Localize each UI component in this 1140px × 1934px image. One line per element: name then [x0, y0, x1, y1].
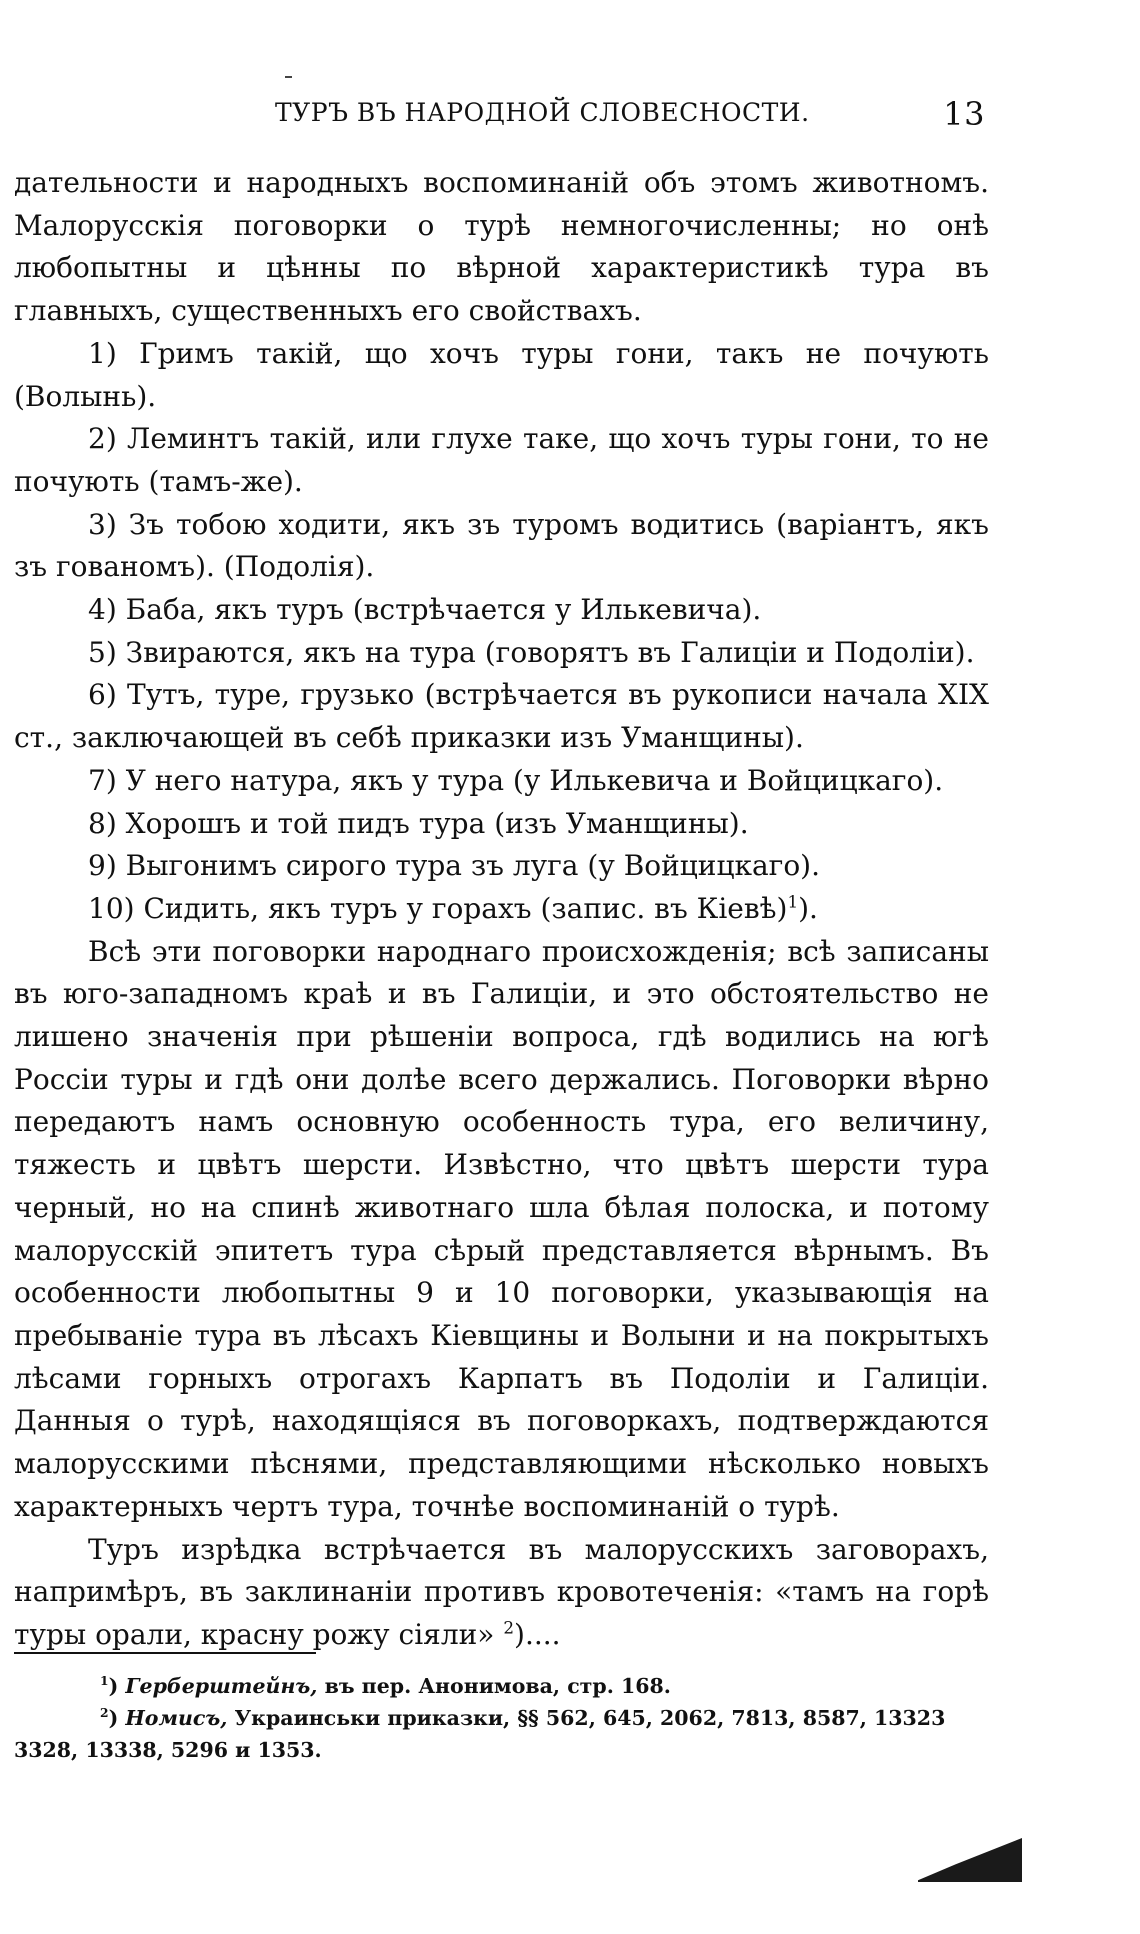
proverb-8: 8) Хорошъ и той пидъ тура (изъ Уманщины). — [88, 806, 749, 840]
closing-end: ).... — [514, 1617, 561, 1651]
proverb-10 — [14, 888, 989, 931]
proverb-1: 1) Гримъ такій, що хочъ туры гони, такъ не почують (Волынь). — [14, 336, 989, 413]
intro-paragraph: дательности и народныхъ воспоминаній объ этомъ животномъ. Малорусскія поговорки о турѣ немногочисленны; но онѣ любопытны и цѣнны по вѣрной характеристикѣ тура въ главныхъ, существенныхъ его свойствахъ. — [14, 166, 989, 328]
footnote-1-mark: 1 — [100, 1673, 109, 1689]
proverb-10-text: 10) Сидить, якъ туръ у горахъ (запис. въ Кіевѣ) — [88, 891, 788, 925]
footnote-ref-1[interactable]: 1 — [787, 891, 799, 912]
footnote-ref-2[interactable]: 2 — [503, 1617, 515, 1638]
print-mark — [285, 76, 292, 78]
footnotes — [14, 1670, 989, 1766]
footnote-1 — [14, 1670, 989, 1702]
header-title: ТУРЪ ВЪ НАРОДНОЙ СЛОВЕСНОСТИ. — [275, 98, 810, 127]
footnote-1-author: Герберштейнъ, — [125, 1674, 318, 1698]
footnote-2 — [14, 1702, 989, 1766]
running-header — [275, 95, 985, 138]
closing-paragraph — [14, 1529, 989, 1657]
footnote-2-mark: 2 — [100, 1705, 109, 1721]
proverb-6: 6) Тутъ, туре, грузько (встрѣчается въ рукописи начала XIX ст., заключающей въ себѣ приказки изъ Уманщины). — [14, 678, 989, 755]
proverb-10-end: ). — [798, 891, 818, 925]
footnote-2-text: Украинськи приказки, §§ 562, 645, 2062, 7813, 8587, 13323 3328, 13338, 5296 и 1353. — [14, 1706, 946, 1762]
proverb-5: 5) Звираются, якъ на тура (говорятъ въ Галиціи и Подоліи). — [88, 635, 975, 669]
discussion-paragraph: Всѣ эти поговорки народнаго происхожденія; всѣ записаны въ юго-западномъ краѣ и въ Галиціи, и это обстоятельство не лишено значенія при рѣшеніи вопроса, гдѣ водились на югѣ Россіи туры и гдѣ они долѣе всего держались. Поговорки вѣрно передаютъ намъ основную особенность тура, его величину, тяжесть и цвѣтъ шерсти. Извѣстно, что цвѣтъ шерсти тура черный, но на спинѣ животнаго шла бѣлая полоска, и потому малорусскій эпитетъ тура сѣрый представляется вѣрнымъ. Въ особенности любопытны 9 и 10 поговорки, указывающія на пребываніе тура въ лѣсахъ Кіевщины и Волыни и на покрытыхъ лѣсами горныхъ отрогахъ Карпатъ въ Подоліи и Галиціи. Данныя о турѣ, находящіяся въ поговоркахъ, подтверждаются малорусскими пѣснями, представляющими нѣсколько новыхъ характерныхъ чертъ тура, точнѣе воспоминаній о турѣ. — [14, 934, 989, 1523]
main-text — [14, 162, 989, 1657]
footnote-2-paren: ) — [108, 1706, 119, 1730]
footnote-1-text: въ пер. Анонимова, стр. 168. — [324, 1674, 671, 1698]
closing-text: Туръ изрѣдка встрѣчается въ малорусскихъ заговорахъ, напримѣръ, въ заклинаніи противъ кровотеченія: «тамъ на горѣ туры орали, красну рожу сіяли» — [14, 1532, 989, 1651]
proverb-2: 2) Леминтъ такій, или глухе таке, що хочъ туры гони, то не почують (тамъ-же). — [14, 422, 989, 498]
proverb-7: 7) У него натура, якъ у тура (у Илькевича и Войцицкаго). — [88, 763, 944, 797]
proverb-3: 3) Зъ тобою ходити, якъ зъ туромъ водитись (варіантъ, якъ зъ гованомъ). (Подолія). — [14, 507, 989, 584]
proverb-4: 4) Баба, якъ туръ (встрѣчается у Илькевича). — [88, 593, 762, 627]
page-number: 13 — [943, 95, 985, 133]
footnote-1-paren: ) — [108, 1674, 119, 1698]
proverb-9: 9) Выгонимъ сирого тура зъ луга (у Войцицкаго). — [88, 849, 821, 883]
footnote-divider — [14, 1652, 316, 1654]
footnote-2-author: Номисъ, — [125, 1706, 228, 1730]
ink-blot — [918, 1838, 1022, 1882]
